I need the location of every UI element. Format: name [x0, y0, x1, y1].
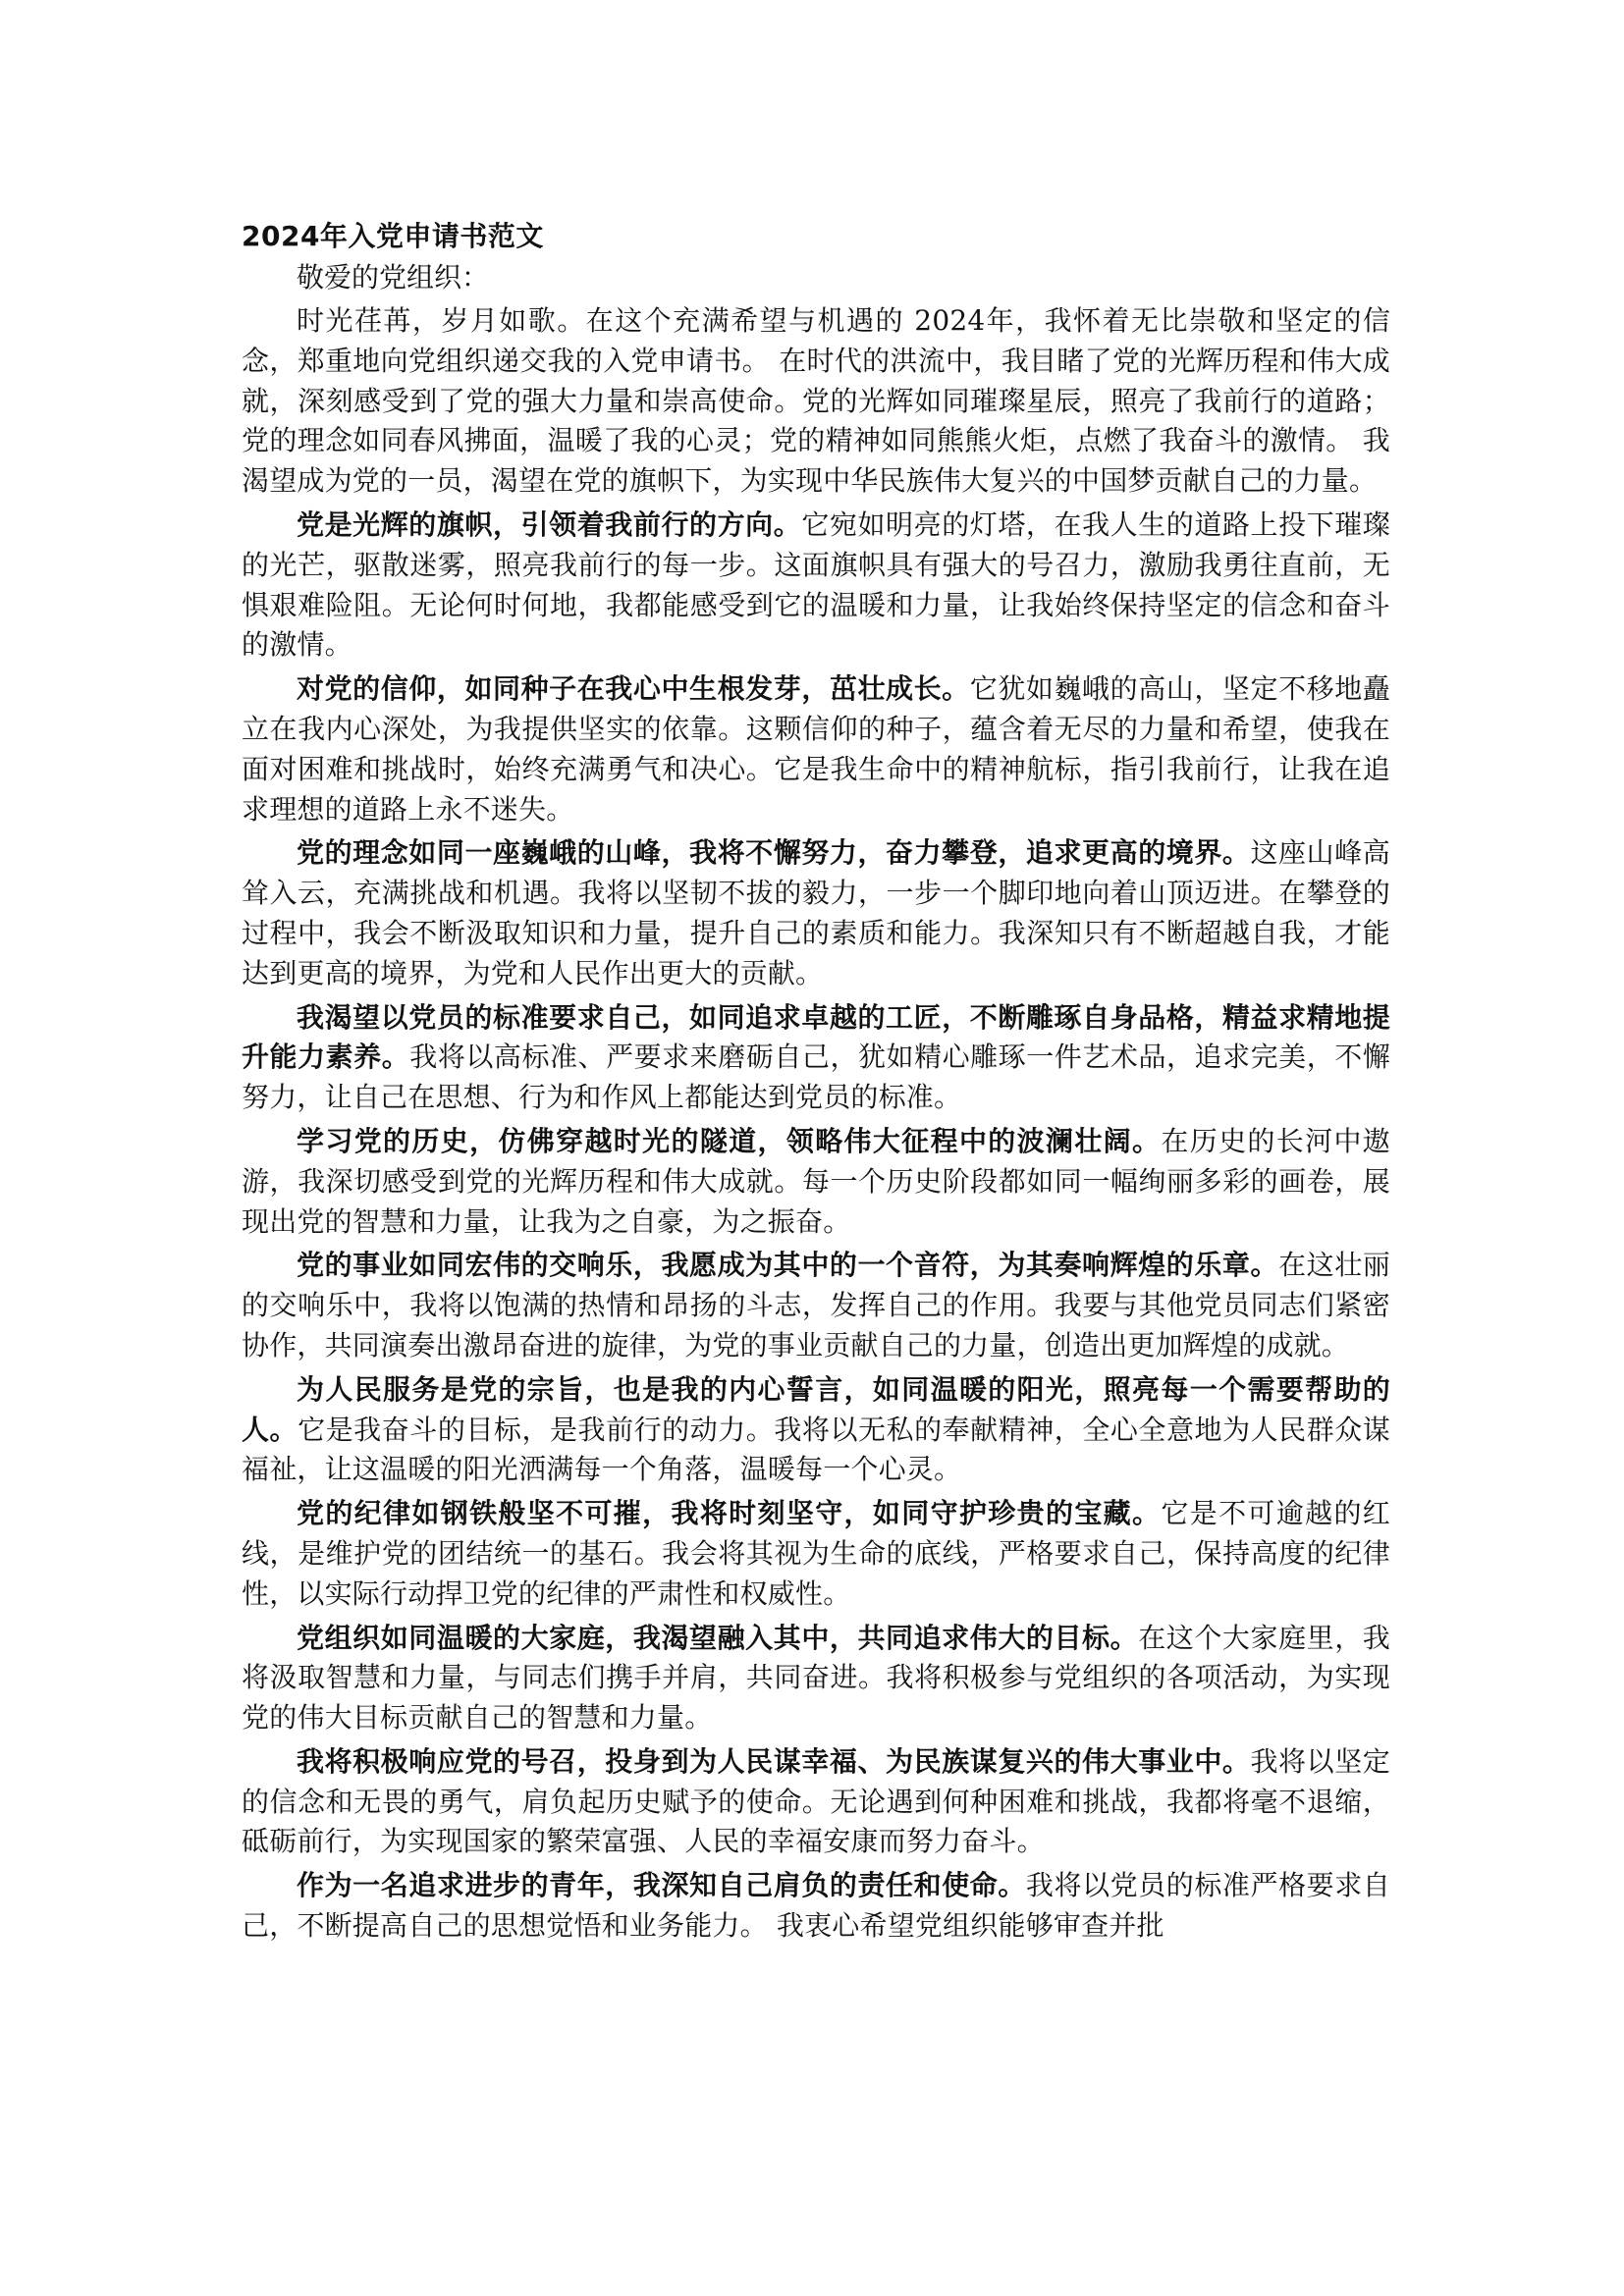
paragraph	[242, 833, 1390, 993]
paragraph	[242, 1370, 1390, 1490]
paragraph	[242, 1246, 1390, 1365]
paragraph	[242, 1619, 1390, 1738]
paragraph-body: 在这个大家庭里，我将汲取智慧和力量，与同志们携手并肩，共同奋进。我将积极参与党组织的各项活动，为实现党的伟大目标贡献自己的智慧和力量。	[242, 1621, 1390, 1735]
paragraph	[242, 1494, 1390, 1614]
paragraph-body: 它宛如明亮的灯塔，在我人生的道路上投下璀璨的光芒，驱散迷雾，照亮我前行的每一步。这面旗帜具有强大的号召力，激励我勇往直前，无惧艰难险阻。无论何时何地，我都能感受到它的温暖和力量，让我始终保持坚定的信念和奋斗的激情。	[242, 507, 1390, 662]
paragraph-lead: 作为一名追求进步的青年，我深知自己肩负的责任和使命。	[297, 1869, 1026, 1902]
paragraph	[242, 998, 1390, 1118]
paragraph-lead: 党的纪律如钢铁般坚不可摧，我将时刻坚守，如同守护珍贵的宝藏。	[297, 1497, 1162, 1530]
paragraph-body: 它是不可逾越的红线，是维护党的团结统一的基石。我会将其视为生命的底线，严格要求自己，保持高度的纪律性，以实际行动捍卫党的纪律的严肃性和权威性。	[242, 1497, 1390, 1610]
intro-paragraph: 时光荏苒，岁月如歌。在这个充满希望与机遇的 2024年，我怀着无比崇敬和坚定的信念，郑重地向党组织递交我的入党申请书。 在时代的洪流中，我目睹了党的光辉历程和伟大成就，深刻感受到了党的强大力量和崇高使命。党的光辉如同璀璨星辰，照亮了我前行的道路；党的理念如同春风拂面，温暖了我的心灵；党的精神如同熊熊火炬，点燃了我奋斗的激情。 我渴望成为党的一员，渴望在党的旗帜下，为实现中华民族伟大复兴的中国梦贡献自己的力量。	[242, 304, 1390, 498]
paragraph-body: 我将以高标准、严要求来磨砺自己，犹如精心雕琢一件艺术品，追求完美，不懈努力，让自己在思想、行为和作风上都能达到党员的标准。	[242, 1041, 1390, 1114]
paragraph-lead: 我渴望以党员的标准要求自己，如同追求卓越的工匠，不断雕琢自身品格，精益求精地提升能力素养。	[242, 1000, 1390, 1074]
paragraph-body: 在这壮丽的交响乐中，我将以饱满的热情和昂扬的斗志，发挥自己的作用。我要与其他党员同志们紧密协作，共同演奏出激昂奋进的旋律，为党的事业贡献自己的力量，创造出更加辉煌的成就。	[242, 1249, 1390, 1362]
paragraph-lead: 党组织如同温暖的大家庭，我渴望融入其中，共同追求伟大的目标。	[297, 1621, 1139, 1654]
paragraph	[242, 1866, 1390, 1947]
salutation: 敬爱的党组织：	[297, 261, 490, 294]
paragraph-body: 我将以党员的标准严格要求自己，不断提高自己的思想觉悟和业务能力。 我衷心希望党组织能够审查并批	[242, 1869, 1391, 1943]
paragraph	[242, 669, 1390, 829]
paragraph-body: 我将以坚定的信念和无畏的勇气，肩负起历史赋予的使命。无论遇到何种困难和挑战，我都将毫不退缩，砥砺前行，为实现国家的繁荣富强、人民的幸福安康而努力奋斗。	[242, 1744, 1390, 1858]
paragraph	[242, 1122, 1390, 1242]
paragraph-lead: 我将积极响应党的号召，投身到为人民谋幸福、为民族谋复兴的伟大事业中。	[297, 1744, 1251, 1778]
paragraph-lead: 党的事业如同宏伟的交响乐，我愿成为其中的一个音符，为其奏响辉煌的乐章。	[297, 1249, 1279, 1282]
paragraph-lead: 党的理念如同一座巍峨的山峰，我将不懈努力，奋力攀登，追求更高的境界。	[297, 836, 1251, 870]
paragraph-body: 它犹如巍峨的高山，坚定不移地矗立在我内心深处，为我提供坚实的依靠。这颗信仰的种子，蕴含着无尽的力量和希望，使我在面对困难和挑战时，始终充满勇气和决心。它是我生命中的精神航标，指引我前行，让我在追求理想的道路上永不迷失。	[242, 672, 1390, 826]
paragraph-body: 这座山峰高耸入云，充满挑战和机遇。我将以坚韧不拔的毅力，一步一个脚印地向着山顶迈进。在攀登的过程中，我会不断汲取知识和力量，提升自己的素质和能力。我深知只有不断超越自我，才能达到更高的境界，为党和人民作出更大的贡献。	[242, 836, 1390, 989]
paragraph-body: 在历史的长河中遨游，我深切感受到党的光辉历程和伟大成就。每一个历史阶段都如同一幅绚丽多彩的画卷，展现出党的智慧和力量，让我为之自豪，为之振奋。	[242, 1124, 1390, 1238]
paragraph-lead: 学习党的历史，仿佛穿越时光的隧道，领略伟大征程中的波澜壮阔。	[297, 1124, 1162, 1157]
paragraph-lead: 对党的信仰，如同种子在我心中生根发芽，茁壮成长。	[297, 672, 970, 706]
paragraph-lead: 为人民服务是党的宗旨，也是我的内心誓言，如同温暖的阳光，照亮每一个需要帮助的人。	[242, 1372, 1390, 1446]
paragraph-body: 它是我奋斗的目标，是我前行的动力。我将以无私的奉献精神，全心全意地为人民群众谋福祉，让这温暖的阳光洒满每一个角落，温暖每一个心灵。	[242, 1413, 1390, 1486]
document-title: 2024年入党申请书范文	[242, 220, 544, 252]
paragraph	[242, 506, 1390, 666]
document-body	[242, 219, 1390, 1950]
paragraph	[242, 1742, 1390, 1862]
paragraph-lead: 党是光辉的旗帜，引领着我前行的方向。	[297, 507, 802, 541]
